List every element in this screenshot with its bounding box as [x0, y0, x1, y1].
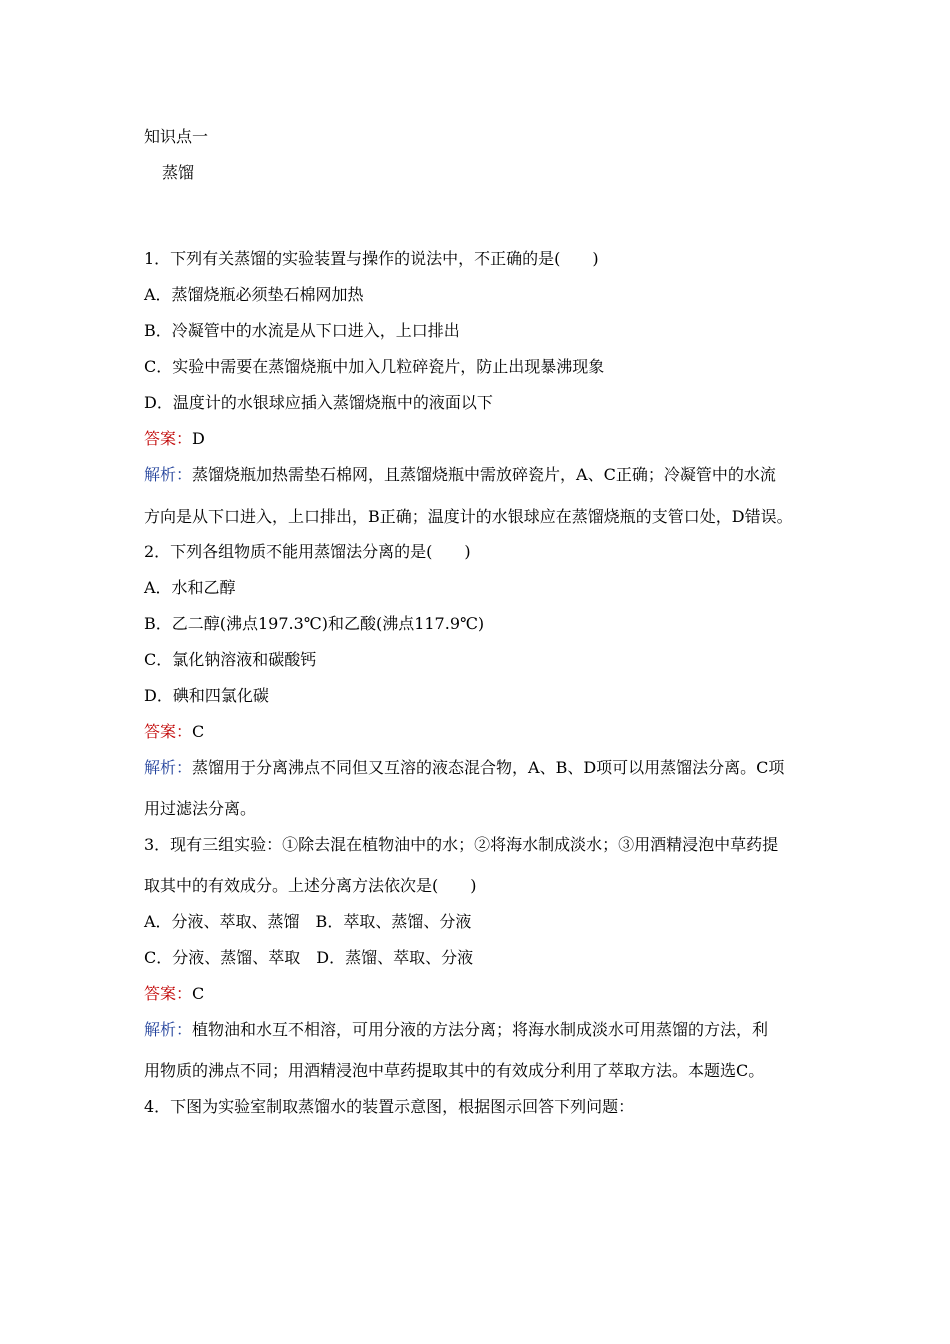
analysis-label: 解析：: [144, 758, 193, 777]
question-1-option-a: A．蒸馏烧瓶必须垫石棉网加热: [144, 285, 364, 304]
question-3-stem-line-2: 取其中的有效成分。上述分离方法依次是( ): [144, 876, 477, 895]
section-subtitle: 蒸馏: [162, 163, 195, 182]
analysis-text: 蒸馏用于分离沸点不同但又互溶的液态混合物，A、B、D项可以用蒸馏法分离。C项: [192, 758, 785, 777]
section-title: 知识点一: [144, 127, 209, 146]
answer-value: C: [192, 984, 205, 1003]
question-3-stem-line-1: 3．现有三组实验：①除去混在植物油中的水；②将海水制成淡水；③用酒精浸泡中草药提: [144, 835, 779, 854]
question-1-answer: [144, 429, 205, 449]
question-1-analysis-line-2: 方向是从下口进入，上口排出，B正确；温度计的水银球应在蒸馏烧瓶的支管口处，D错误。: [144, 507, 793, 526]
question-1-analysis-line-1: [144, 465, 776, 485]
question-1-option-c: C．实验中需要在蒸馏烧瓶中加入几粒碎瓷片，防止出现暴沸现象: [144, 357, 605, 376]
question-3-analysis-line-2: 用物质的沸点不同；用酒精浸泡中草药提取其中的有效成分利用了萃取方法。本题选C。: [144, 1061, 765, 1080]
question-3-answer: [144, 984, 204, 1004]
answer-value: C: [192, 722, 205, 741]
answer-label: 答案：: [144, 984, 193, 1003]
question-1-option-d: D．温度计的水银球应插入蒸馏烧瓶中的液面以下: [144, 393, 493, 412]
question-2-option-d: D．碘和四氯化碳: [144, 686, 269, 705]
question-4-stem: 4．下图为实验室制取蒸馏水的装置示意图，根据图示回答下列问题：: [144, 1097, 635, 1116]
question-2-option-a: A．水和乙醇: [144, 578, 236, 597]
question-3-analysis-line-1: [144, 1020, 768, 1040]
answer-label: 答案：: [144, 429, 193, 448]
analysis-label: 解析：: [144, 1020, 193, 1039]
analysis-text: 植物油和水互不相溶，可用分液的方法分离；将海水制成淡水可用蒸馏的方法，利: [192, 1020, 769, 1039]
answer-value: D: [192, 429, 205, 448]
question-1-stem: 1．下列有关蒸馏的实验装置与操作的说法中，不正确的是( ): [144, 249, 599, 268]
question-1-option-b: B．冷凝管中的水流是从下口进入，上口排出: [144, 321, 460, 340]
analysis-label: 解析：: [144, 465, 193, 484]
question-2-analysis-line-2: 用过滤法分离。: [144, 799, 257, 818]
question-2-option-c: C．氯化钠溶液和碳酸钙: [144, 650, 317, 669]
question-2-answer: [144, 722, 204, 742]
question-3-options-ab: A．分液、萃取、蒸馏 B．萃取、蒸馏、分液: [144, 912, 472, 931]
question-2-analysis-line-1: [144, 758, 784, 778]
question-2-stem: 2．下列各组物质不能用蒸馏法分离的是( ): [144, 542, 471, 561]
question-3-options-cd: C．分液、蒸馏、萃取 D．蒸馏、萃取、分液: [144, 948, 474, 967]
analysis-text: 蒸馏烧瓶加热需垫石棉网，且蒸馏烧瓶中需放碎瓷片，A、C正确；冷凝管中的水流: [192, 465, 776, 484]
answer-label: 答案：: [144, 722, 193, 741]
question-2-option-b: B．乙二醇(沸点197.3℃)和乙酸(沸点117.9℃): [144, 614, 485, 633]
